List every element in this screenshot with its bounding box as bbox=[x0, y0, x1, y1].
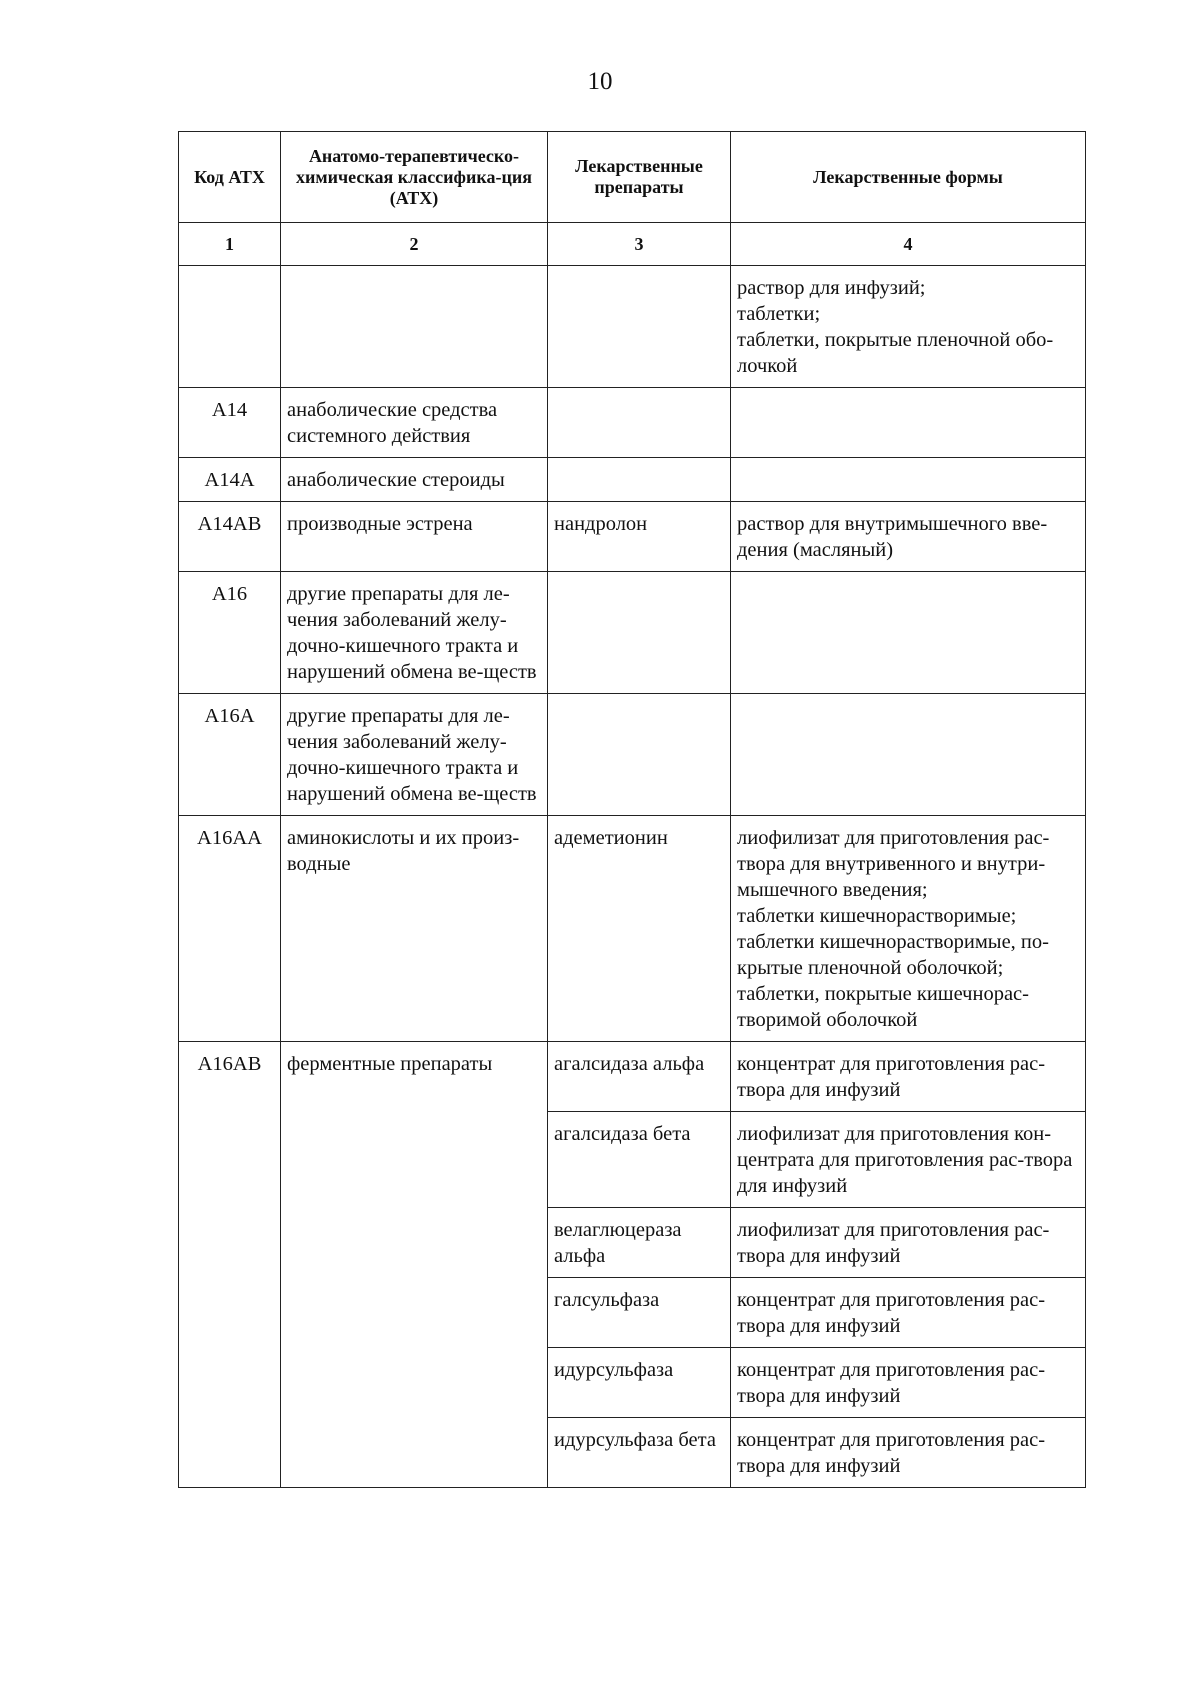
table-row bbox=[179, 1042, 1086, 1112]
dosage-forms-cell: концентрат для приготовления рас-твора для инфузий bbox=[731, 1278, 1086, 1348]
classification-cell: ферментные препараты bbox=[281, 1042, 548, 1488]
empty-cell bbox=[731, 572, 1086, 694]
header-atx-code: Код АТХ bbox=[179, 132, 281, 223]
drug-cell: велаглюцераза альфа bbox=[548, 1208, 731, 1278]
table-header-row bbox=[179, 132, 1086, 223]
table-row-continued bbox=[179, 266, 1086, 388]
column-number-row bbox=[179, 223, 1086, 266]
table-row bbox=[179, 572, 1086, 694]
empty-cell bbox=[731, 458, 1086, 502]
atx-code-cell: A16 bbox=[179, 572, 281, 694]
empty-cell bbox=[548, 266, 731, 388]
classification-cell: анаболические средства системного действия bbox=[281, 388, 548, 458]
dosage-forms-cell: лиофилизат для приготовления кон-центрата для приготовления рас-твора для инфузий bbox=[731, 1112, 1086, 1208]
classification-cell: анаболические стероиды bbox=[281, 458, 548, 502]
empty-cell bbox=[548, 694, 731, 816]
drug-cell: адеметионин bbox=[548, 816, 731, 1042]
dosage-forms-cell: раствор для внутримышечного вве-дения (масляный) bbox=[731, 502, 1086, 572]
empty-cell bbox=[731, 388, 1086, 458]
classification-cell: другие препараты для ле-чения заболеваний желу-дочно-кишечного тракта и нарушений обмена ве-ществ bbox=[281, 694, 548, 816]
dosage-forms-cell: лиофилизат для приготовления рас-твора для внутривенного и внутри-мышечного введения; таблетки кишечнорастворимые; таблетки кишечнорастворимые, по-крытые пленочной оболочкой; таблетки, покрытые кишечнорас-творимой оболочкой bbox=[731, 816, 1086, 1042]
empty-cell bbox=[731, 694, 1086, 816]
classification-cell: производные эстрена bbox=[281, 502, 548, 572]
atx-code-cell: A16A bbox=[179, 694, 281, 816]
header-drugs: Лекарственные препараты bbox=[548, 132, 731, 223]
header-dosage-forms: Лекарственные формы bbox=[731, 132, 1086, 223]
table-row bbox=[179, 388, 1086, 458]
drug-cell: галсульфаза bbox=[548, 1278, 731, 1348]
table-row bbox=[179, 816, 1086, 1042]
dosage-forms-cell: концентрат для приготовления рас-твора для инфузий bbox=[731, 1348, 1086, 1418]
atx-code-cell: A16AA bbox=[179, 816, 281, 1042]
empty-cell bbox=[179, 266, 281, 388]
column-number: 3 bbox=[548, 223, 731, 266]
dosage-forms-cell: концентрат для приготовления рас-твора для инфузий bbox=[731, 1042, 1086, 1112]
drug-cell: агалсидаза бета bbox=[548, 1112, 731, 1208]
empty-cell bbox=[548, 572, 731, 694]
table-row bbox=[179, 502, 1086, 572]
drug-cell: агалсидаза альфа bbox=[548, 1042, 731, 1112]
empty-cell bbox=[548, 388, 731, 458]
classification-cell: аминокислоты и их произ-водные bbox=[281, 816, 548, 1042]
column-number: 4 bbox=[731, 223, 1086, 266]
atx-code-cell: A16AB bbox=[179, 1042, 281, 1488]
dosage-forms-cell: лиофилизат для приготовления рас-твора для инфузий bbox=[731, 1208, 1086, 1278]
classification-cell: другие препараты для ле-чения заболеваний желу-дочно-кишечного тракта и нарушений обмена ве-ществ bbox=[281, 572, 548, 694]
column-number: 2 bbox=[281, 223, 548, 266]
table-row bbox=[179, 458, 1086, 502]
column-number: 1 bbox=[179, 223, 281, 266]
drug-cell: идурсульфаза бета bbox=[548, 1418, 731, 1488]
header-atx-classification: Анатомо-терапевтическо-химическая классифика-ция (АТХ) bbox=[281, 132, 548, 223]
atx-code-cell: A14A bbox=[179, 458, 281, 502]
table-row bbox=[179, 694, 1086, 816]
atx-table bbox=[178, 131, 1086, 1488]
dosage-forms-cell: концентрат для приготовления рас-твора для инфузий bbox=[731, 1418, 1086, 1488]
atx-code-cell: A14 bbox=[179, 388, 281, 458]
drug-cell: идурсульфаза bbox=[548, 1348, 731, 1418]
drug-cell: нандролон bbox=[548, 502, 731, 572]
dosage-forms-cell: раствор для инфузий; таблетки; таблетки, покрытые пленочной обо-лочкой bbox=[731, 266, 1086, 388]
empty-cell bbox=[548, 458, 731, 502]
page-number: 10 bbox=[587, 68, 613, 95]
empty-cell bbox=[281, 266, 548, 388]
atx-code-cell: A14AB bbox=[179, 502, 281, 572]
